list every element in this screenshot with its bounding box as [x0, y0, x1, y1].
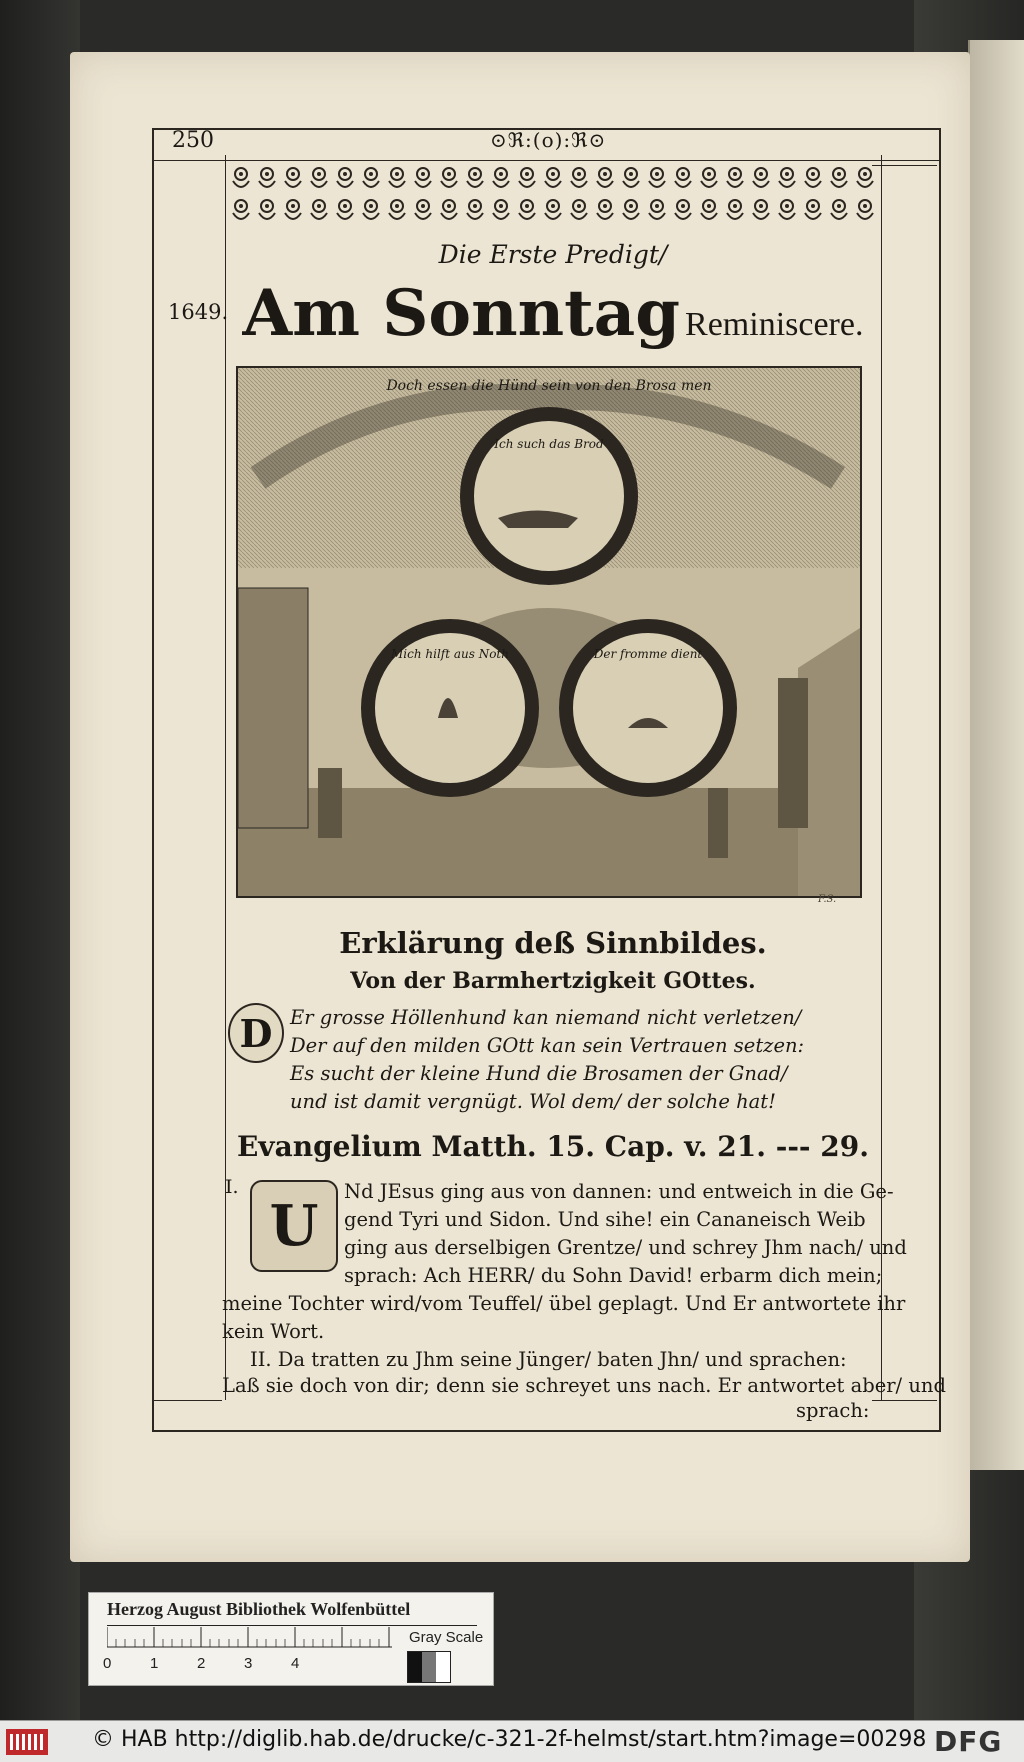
sermon-subtitle: Die Erste Predigt/: [438, 240, 668, 269]
header-rule: [152, 160, 939, 161]
library-scale-label: [88, 1592, 494, 1686]
section-subheading: Von der Barmhertzigkeit GOttes.: [350, 968, 756, 994]
sermon-title: [228, 276, 878, 351]
title-gothic: Am Sonntag: [242, 276, 680, 351]
scale-number: 0: [103, 1655, 112, 1672]
library-name: Herzog August Bibliothek Wolfenbüttel: [107, 1599, 411, 1619]
gospel-heading: Evangelium Matth. 15. Cap. v. 21. --- 29.: [236, 1130, 870, 1163]
gray-scale-swatch: [407, 1651, 451, 1683]
gospel-line: ging aus derselbigen Grentze/ und schrey Jhm nach/ und: [344, 1236, 907, 1259]
ring-right-motto: Der fromme dient: [593, 647, 703, 661]
title-roman: Reminiscere.: [685, 306, 864, 343]
header-ornament: ⊙ℜ:(o):ℜ⊙: [490, 128, 607, 152]
gospel-line: meine Tochter wird/vom Teuffel/ übel geplagt. Und Er antwortete ihr: [222, 1292, 906, 1315]
scale-number: 2: [197, 1655, 206, 1672]
gospel-line: kein Wort.: [222, 1320, 325, 1343]
verse-number: I.: [225, 1176, 239, 1198]
gospel-line: II. Da tratten zu Jhm seine Jünger/ baten Jhn/ und sprachen:: [250, 1348, 847, 1371]
verse-line: Es sucht der kleine Hund die Brosamen der Gnad/: [290, 1062, 788, 1085]
verse-line: und ist damit vergnügt. Wol dem/ der solche hat!: [290, 1090, 776, 1113]
gospel-line: gend Tyri und Sidon. Und sihe! ein Cananeisch Weib: [344, 1208, 866, 1231]
verse-line: Er grosse Höllenhund kan niemand nicht verletzen/: [290, 1006, 802, 1029]
scale-number: 3: [244, 1655, 253, 1672]
scale-number: 1: [150, 1655, 159, 1672]
verse-drop-cap: D: [228, 1003, 284, 1063]
label-rule: [107, 1625, 477, 1626]
margin-rule-right: [872, 1400, 937, 1401]
catchword: sprach:: [796, 1399, 870, 1422]
dfg-logo: DFG: [934, 1725, 1003, 1758]
hab-logo-icon: [6, 1729, 48, 1755]
page-number: 250: [172, 128, 214, 153]
margin-year: 1649.: [168, 300, 229, 324]
ring-left-motto: Mich hilft aus Noth: [390, 647, 510, 661]
scanner-background-left: [0, 0, 80, 1720]
engraver-mark: F.S.: [818, 894, 837, 905]
gray-scale-label: Gray Scale: [409, 1629, 484, 1646]
margin-rule-left: [152, 1400, 222, 1401]
gospel-line: Nd JEsus ging aus von dannen: und entweich in die Ge-: [344, 1180, 894, 1203]
emblem-engraving: [236, 366, 862, 898]
margin-rule-right-top: [872, 165, 937, 166]
verse-line: Der auf den milden GOtt kan sein Vertrauen setzen:: [290, 1034, 805, 1057]
ring-top-motto: Ich such das Brod: [494, 437, 604, 451]
gospel-drop-cap: U: [250, 1180, 338, 1272]
source-url: © HAB http://diglib.hab.de/drucke/c-321-2f-helmst/start.htm?image=00298: [92, 1727, 927, 1752]
section-heading: Erklärung deß Sinnbildes.: [339, 926, 767, 960]
gospel-line: sprach: Ach HERR/ du Sohn David! erbarm dich mein;: [344, 1264, 883, 1287]
viewer-footer: [0, 1720, 1024, 1762]
emblem-illustration: [238, 368, 860, 896]
emblem-banner: Doch essen die Hünd sein von den Brosa men: [386, 378, 712, 394]
ruler-scale: [107, 1627, 392, 1649]
scale-number: 4: [291, 1655, 300, 1672]
gospel-line: Laß sie doch von dir; denn sie schreyet uns nach. Er antwortet aber/ und: [222, 1374, 946, 1397]
ornamental-band: [228, 165, 878, 229]
adjacent-page-edge: [968, 40, 1024, 1470]
